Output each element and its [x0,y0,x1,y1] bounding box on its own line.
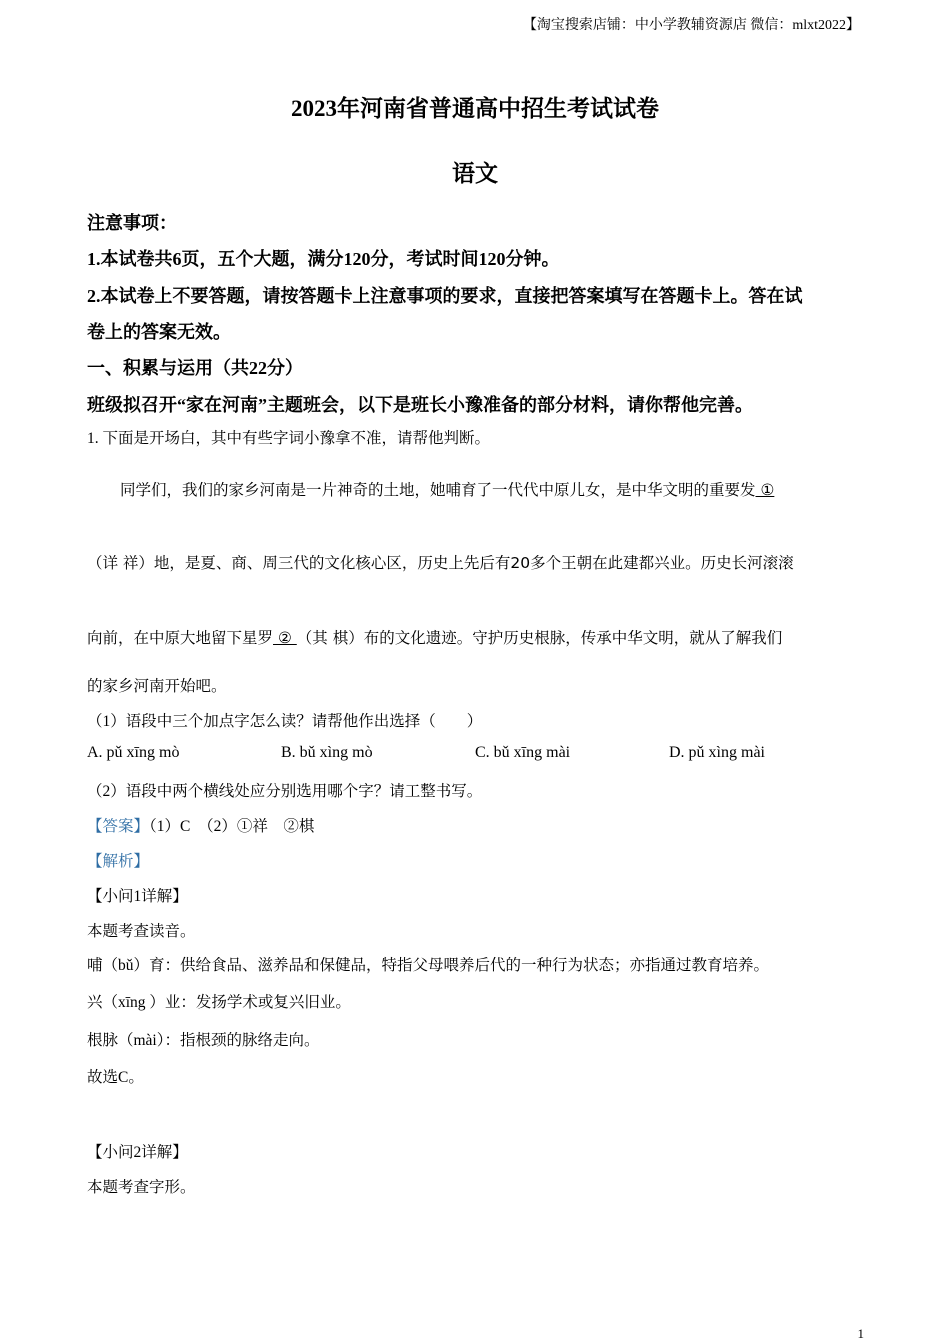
question-1-sub-1: （1）语段中三个加点字怎么读？请帮他作出选择（ ） [87,713,483,730]
subject-title: 语文 [452,161,498,186]
option-a: A. pǔ xīng mò [87,744,180,761]
passage-line-3-post: （其 棋）布的文化遗迹。守护历史根脉，传承中华文明，就从了解我们 [296,629,783,647]
notice-item-2-line-2: 卷上的答案无效。 [87,322,231,342]
option-b: B. bǔ xìng mò [281,744,373,761]
passage-line-4: 的家乡河南开始吧。 [87,677,227,695]
analysis-1-line-4: 根脉（mài）：指根颈的脉络走向。 [87,1032,320,1049]
section-1-heading: 一、积累与运用（共22分） [87,358,303,378]
analysis-1-line-2: 哺（bǔ）育：供给食品、滋养品和保健品，特指父母喂养后代的一种行为状态；亦指通过教育培养。 [87,957,770,974]
passage-line-3-pre: 向前，在中原大地留下星罗 [87,629,274,647]
notice-item-1: 1.本试卷共6页，五个大题，满分120分，考试时间120分钟。 [87,249,560,269]
passage-line-3 [87,626,782,648]
question-1-prompt: 1. 下面是开场白，其中有些字词小豫拿不准，请帮他判断。 [87,430,491,447]
answer-text: （1）C （2）①祥 ②棋 [149,818,315,835]
passage-line-2: （详 祥）地，是夏、商、周三代的文化核心区，历史上先后有20多个王朝在此建都兴业。历史长河滚滚 [87,554,794,572]
page-number: 1 [857,1326,864,1341]
analysis-2-line-1: 本题考查字形。 [87,1179,196,1196]
option-d: D. pǔ xìng mài [669,744,765,761]
blank-2: ② [273,629,297,647]
analysis-1-line-3: 兴（xīng ）业：发扬学术或复兴旧业。 [87,994,351,1011]
shop-header-note: 【淘宝搜索店铺：中小学教辅资源店 微信：mlxt2022】 [522,18,860,33]
blank-1: ① [755,481,775,499]
analysis-1-line-1: 本题考查读音。 [87,923,196,940]
section-1-intro: 班级拟召开“家在河南”主题班会，以下是班长小豫准备的部分材料，请你帮他完善。 [87,395,753,415]
analysis-1-line-5: 故选C。 [87,1069,144,1086]
option-c: C. bǔ xīng mài [475,744,571,761]
exam-title: 2023年河南省普通高中招生考试试卷 [291,96,659,121]
passage-line-1-text: 同学们，我们的家乡河南是一片神奇的土地，她哺育了一代代中原儿女，是中华文明的重要发 [120,481,756,499]
question-1-sub-2: （2）语段中两个横线处应分别选用哪个字？请工整书写。 [87,783,483,800]
sub-question-2-heading: 【小问2详解】 [87,1144,188,1161]
analysis-tag: 【解析】 [87,853,150,870]
notice-item-2-line-1: 2.本试卷上不要答题，请按答题卡上注意事项的要求，直接把答案填写在答题卡上。答在试 [87,286,803,306]
notice-heading: 注意事项： [87,213,177,233]
answer-tag: 【答案】 [87,818,150,835]
answer-line [87,814,314,836]
sub-question-1-heading: 【小问1详解】 [87,888,188,905]
passage-line-1 [120,478,774,500]
